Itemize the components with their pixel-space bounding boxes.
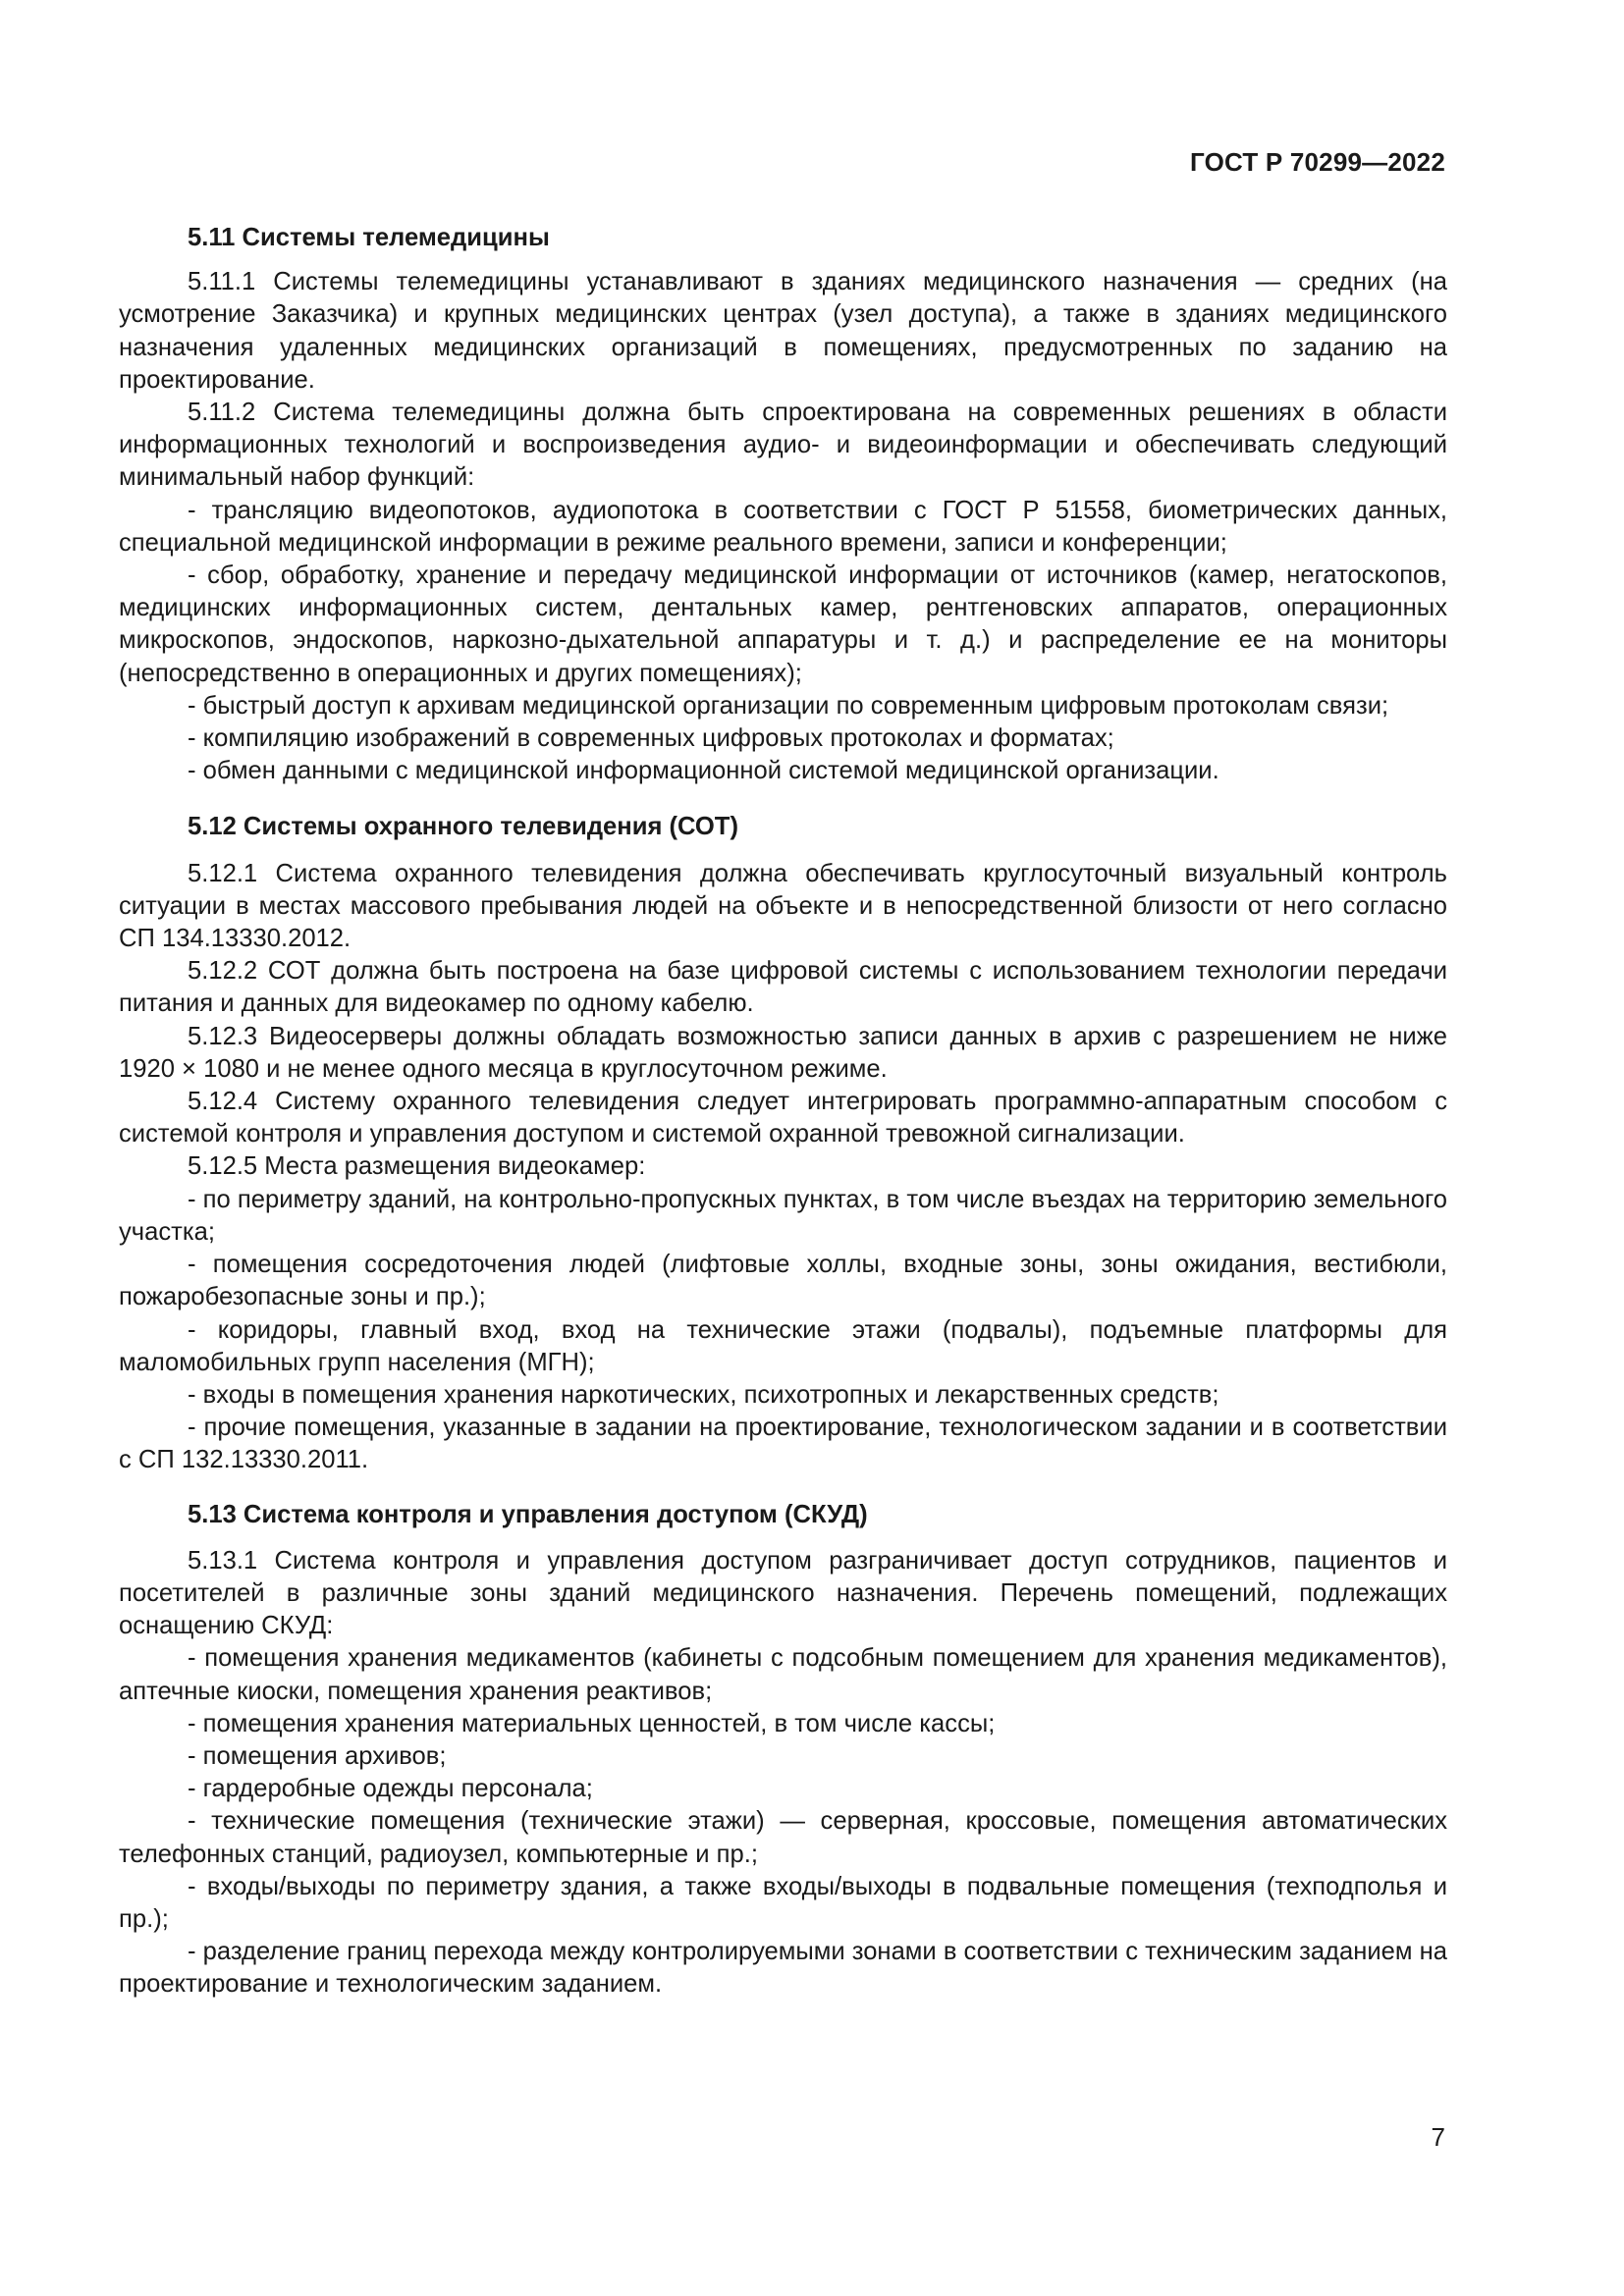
list-item: - по периметру зданий, на контрольно-пропускных пунктах, в том числе въездах на территорию земельного участка; (119, 1185, 1447, 1246)
list-item: - помещения сосредоточения людей (лифтовые холлы, входные зоны, зоны ожидания, вестибюли, пожаробезопасные зоны и пр.); (119, 1251, 1447, 1311)
paragraph-5-11-2: 5.11.2 Система телемедицины должна быть спроектирована на современных решениях в области информационных технологий и воспроизведения аудио- и видеоинформации и обеспечивать следующий минимальный набор функций: (119, 399, 1447, 492)
paragraph-5-11-1: 5.11.1 Системы телемедицины устанавливают в зданиях медицинского назначения — средних (на усмотрение Заказчика) и крупных медицинских центрах (узел доступа), а также в зданиях медицинского назначения удаленных медицинских организаций в помещениях, предусмотренных по заданию на проектирование. (119, 268, 1447, 394)
document-code: ГОСТ Р 70299—2022 (1190, 147, 1445, 177)
page-number: 7 (1431, 2122, 1445, 2152)
paragraph-5-12-5: 5.12.5 Места размещения видеокамер: (188, 1152, 646, 1181)
list-item: - сбор, обработку, хранение и передачу медицинской информации от источников (камер, негатоскопов, медицинских информационных систем, дентальных камер, рентгеновских аппаратов, операционных микроскопов, эндоскопов, наркозно-дыхательной аппаратуры и т. д.) и распределение ее на мониторы (непосредственно в операционных и других помещениях); (119, 561, 1447, 687)
list-item: - обмен данными с медицинской информационной системой медицинской организации. (188, 757, 1219, 785)
list-item: - входы/выходы по периметру здания, а также входы/выходы в подвальные помещения (техподполья и пр.); (119, 1872, 1447, 1933)
paragraph-5-12-1: 5.12.1 Система охранного телевидения должна обеспечивать круглосуточный визуальный контроль ситуации в местах массового пребывания людей на объекте и в непосредственной близости от него согласно СП 134.13330.2012. (119, 859, 1447, 953)
list-item: - быстрый доступ к архивам медицинской организации по современным цифровым протоколам связи; (188, 691, 1389, 720)
paragraph-5-12-4: 5.12.4 Систему охранного телевидения следует интегрировать программно-аппаратным способом с системой контроля и управления доступом и системой охранной тревожной сигнализации. (119, 1088, 1447, 1148)
list-item: - разделение границ перехода между контролируемыми зонами в соответствии с техническим заданием на проектирование и технологическим заданием. (119, 1938, 1447, 1999)
list-item: - входы в помещения хранения наркотических, психотропных и лекарственных средств; (188, 1380, 1219, 1409)
section-title-5-11: 5.11 Системы телемедицины (188, 224, 550, 251)
document-body (119, 222, 1447, 2002)
paragraph-5-12-2: 5.12.2 СОТ должна быть построена на базе цифровой системы с использованием технологии передачи питания и данных для видеокамер по одному кабелю. (119, 957, 1447, 1018)
list-item: - трансляцию видеопотоков, аудиопотока в соответствии с ГОСТ Р 51558, биометрических данных, специальной медицинской информации в режиме реального времени, записи и конференции; (119, 496, 1447, 557)
list-item: - помещения хранения материальных ценностей, в том числе кассы; (188, 1709, 996, 1737)
section-title-5-12: 5.12 Системы охранного телевидения (СОТ) (188, 813, 738, 841)
paragraph-5-12-3: 5.12.3 Видеосерверы должны обладать возможностью записи данных в архив с разрешением не ниже 1920 × 1080 и не менее одного месяца в круглосуточном режиме. (119, 1022, 1447, 1083)
list-item: - коридоры, главный вход, вход на технические этажи (подвалы), подъемные платформы для маломобильных групп населения (МГН); (119, 1315, 1447, 1376)
list-item: - технические помещения (технические этажи) — серверная, кроссовые, помещения автоматических телефонных станций, радиоузел, компьютерные и пр.; (119, 1807, 1447, 1868)
list-item: - гардеробные одежды персонала; (188, 1775, 593, 1803)
list-item: - прочие помещения, указанные в задании на проектирование, технологическом задании и в соответствии с СП 132.13330.2011. (119, 1414, 1447, 1474)
list-item: - компиляцию изображений в современных цифровых протоколах и форматах; (188, 724, 1114, 753)
list-item: - помещения хранения медикаментов (кабинеты с подсобным помещением для хранения медикаментов), аптечные киоски, помещения хранения реактивов; (119, 1644, 1447, 1705)
list-item: - помещения архивов; (188, 1741, 447, 1770)
section-title-5-13: 5.13 Система контроля и управления доступом (СКУД) (188, 1500, 868, 1528)
paragraph-5-13-1: 5.13.1 Система контроля и управления доступом разграничивает доступ сотрудников, пациентов и посетителей в различные зоны зданий медицинского назначения. Перечень помещений, подлежащих оснащению СКУД: (119, 1546, 1447, 1640)
